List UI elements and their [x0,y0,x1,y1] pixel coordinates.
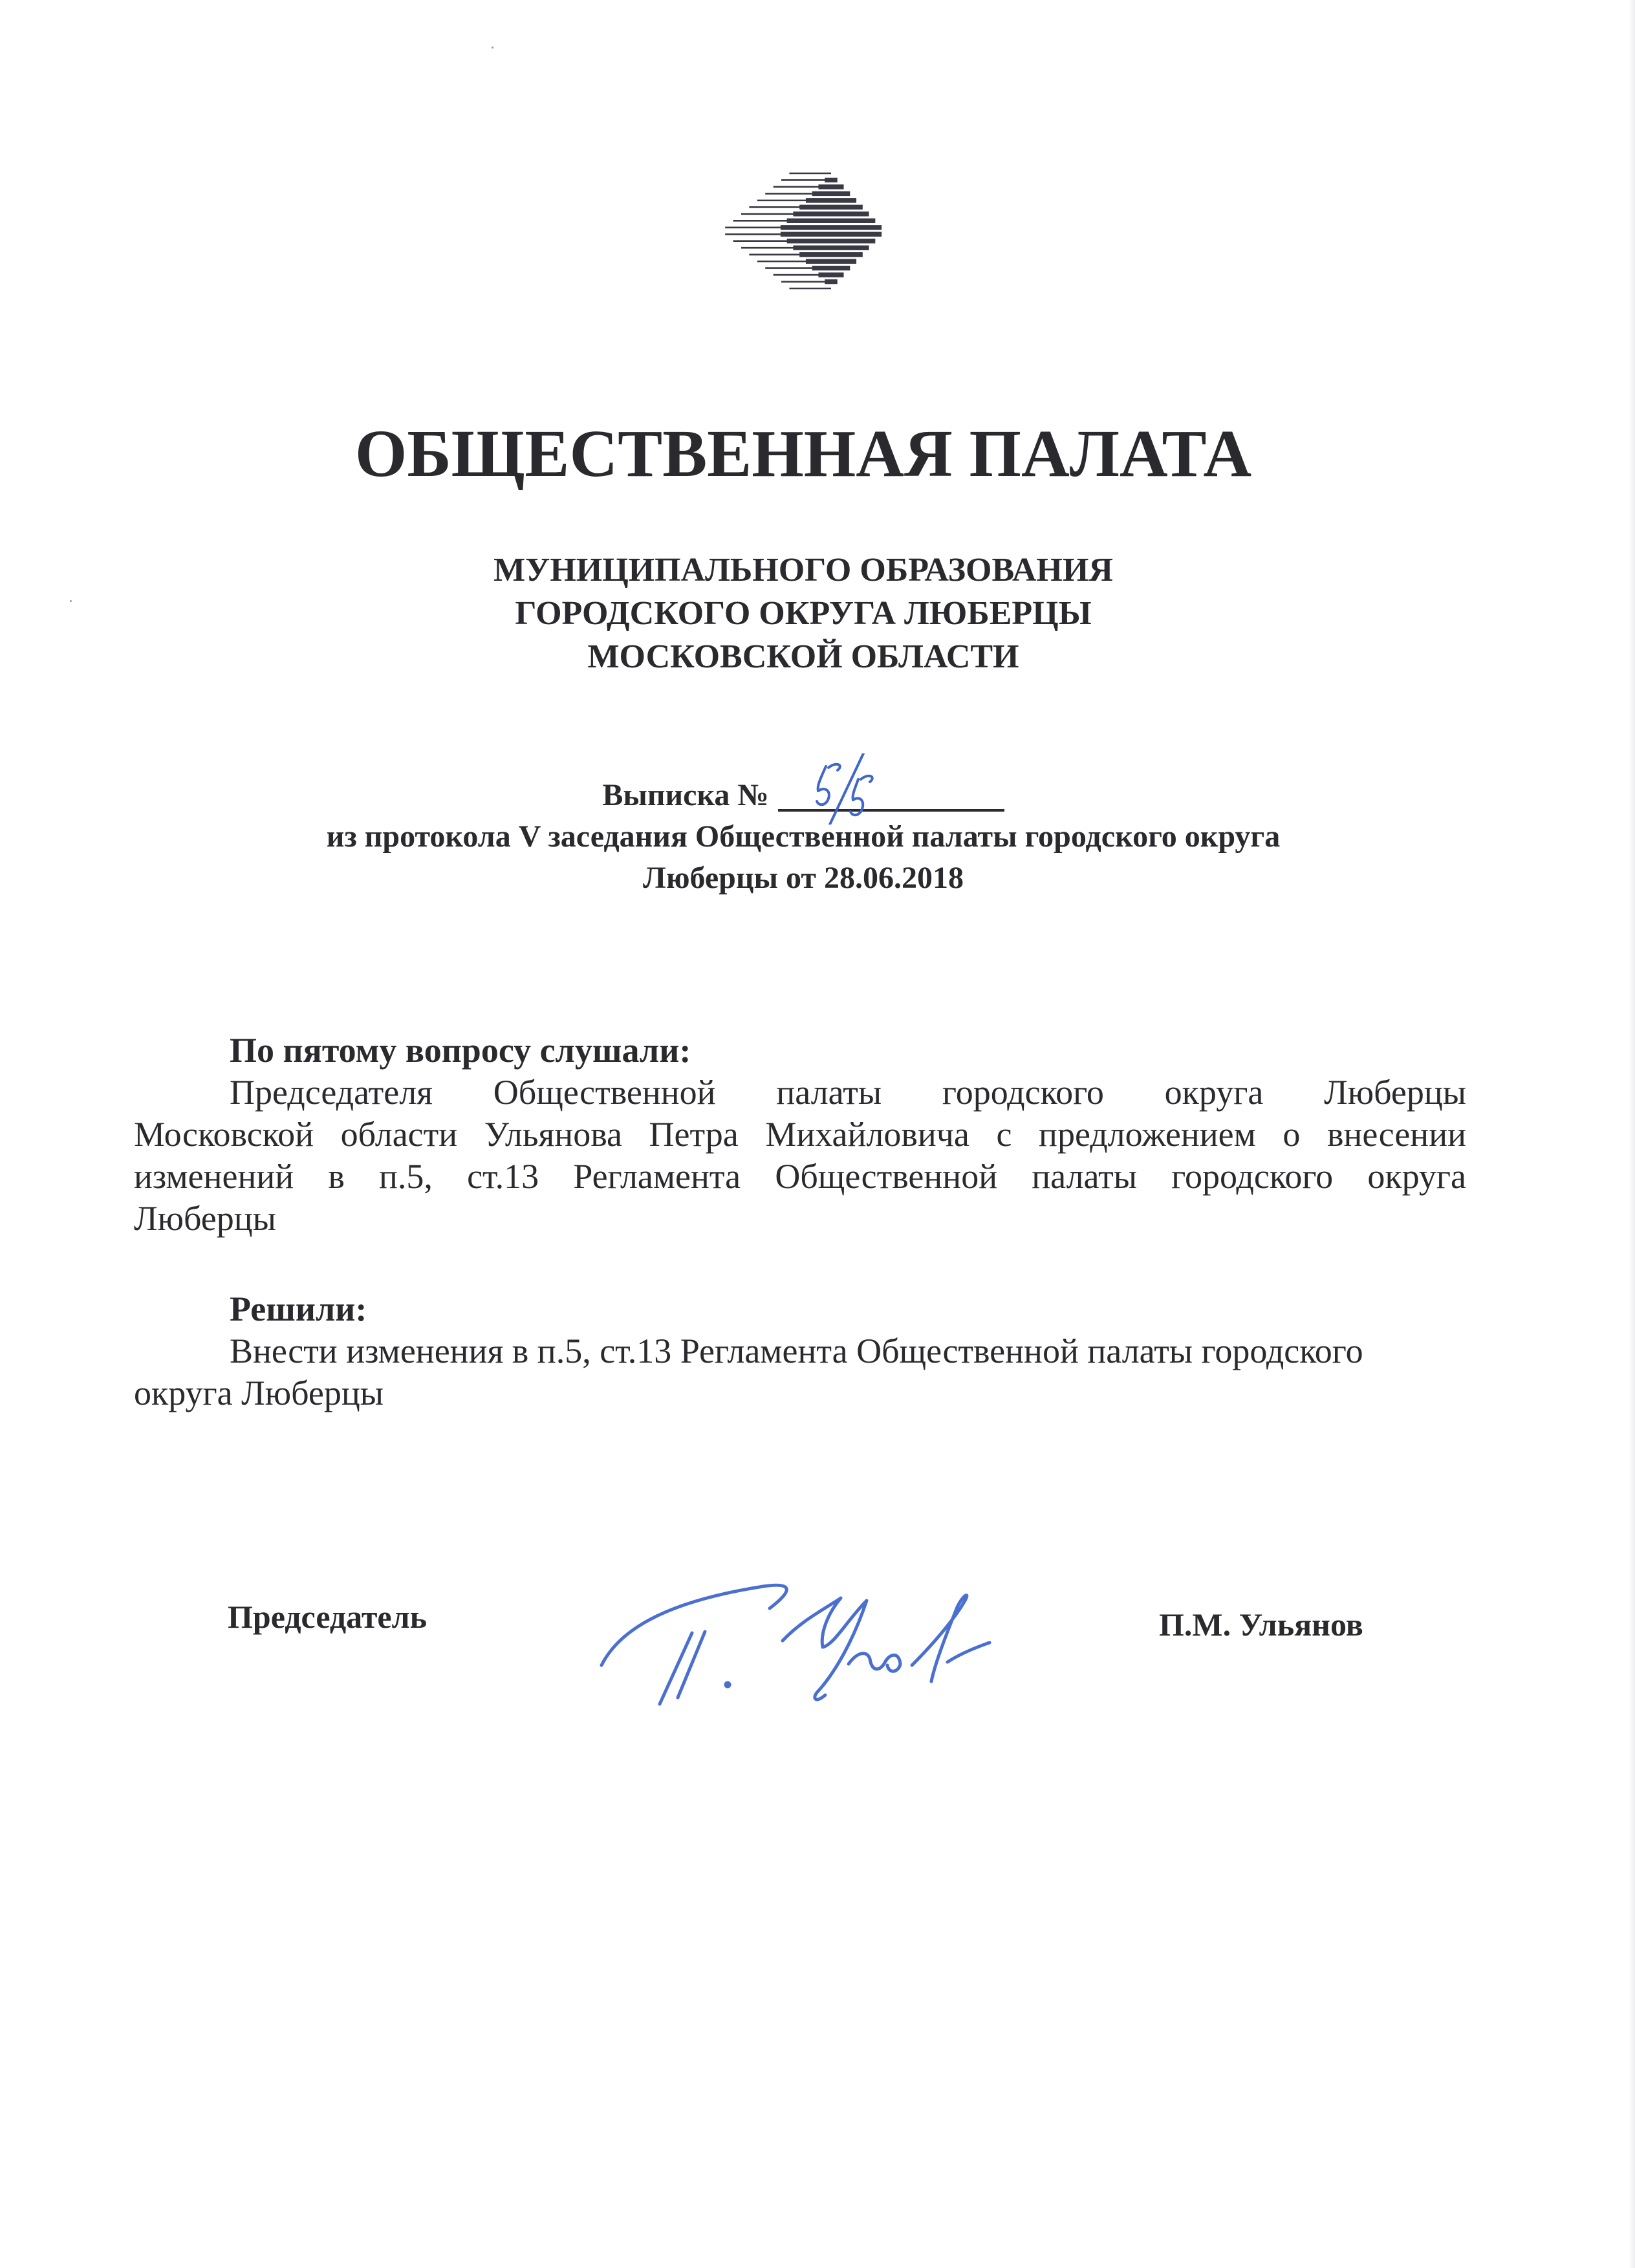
heard-text-line: Люберцы [134,1199,276,1238]
organization-title: ОБЩЕСТВЕННАЯ ПАЛАТА [354,416,1252,491]
organization-subtitle [0,548,1607,678]
handwritten-signature [595,1568,1022,1717]
extract-number-field [778,779,1004,812]
subtitle-line: МУНИЦИПАЛЬНОГО ОБРАЗОВАНИЯ [493,552,1113,589]
heard-text-line: Председателя Общественной палаты городского округа Люберцы [230,1073,1466,1112]
protocol-reference [0,816,1607,899]
protocol-line: Люберцы от 28.06.2018 [643,861,964,895]
decided-text-line: округа Люберцы [134,1374,384,1412]
decided-heading: Решили: [230,1290,367,1328]
diamond-striped-logo-icon [718,169,889,292]
decided-section [134,1288,1466,1414]
handwritten-extract-number [804,753,894,825]
heard-text-line: Московской области Ульянова Петра Михайловича с предложением о внесении [134,1115,1466,1154]
extract-heading [0,775,1607,816]
scan-speck [492,47,493,49]
protocol-line: из протокола V заседания Общественной палаты городского округа [326,819,1281,854]
signatory-name: П.М. Ульянов [1159,1606,1363,1643]
subtitle-line: ГОРОДСКОГО ОКРУГА ЛЮБЕРЦЫ [515,595,1092,632]
heard-text-line: изменений в п.5, ст.13 Регламента Общественной палаты городского округа [134,1157,1466,1196]
heard-heading: По пятому вопросу слушали: [230,1031,691,1070]
scan-edge-shadow [1629,0,1635,2268]
subtitle-line: МОСКОВСКОЙ ОБЛАСТИ [587,638,1019,675]
heard-section [134,1030,1466,1240]
extract-label: Выписка № [602,778,769,812]
signatory-role: Председатель [228,1599,428,1635]
decided-text-line: Внести изменения в п.5, ст.13 Регламента Общественной палаты городского [230,1332,1363,1370]
